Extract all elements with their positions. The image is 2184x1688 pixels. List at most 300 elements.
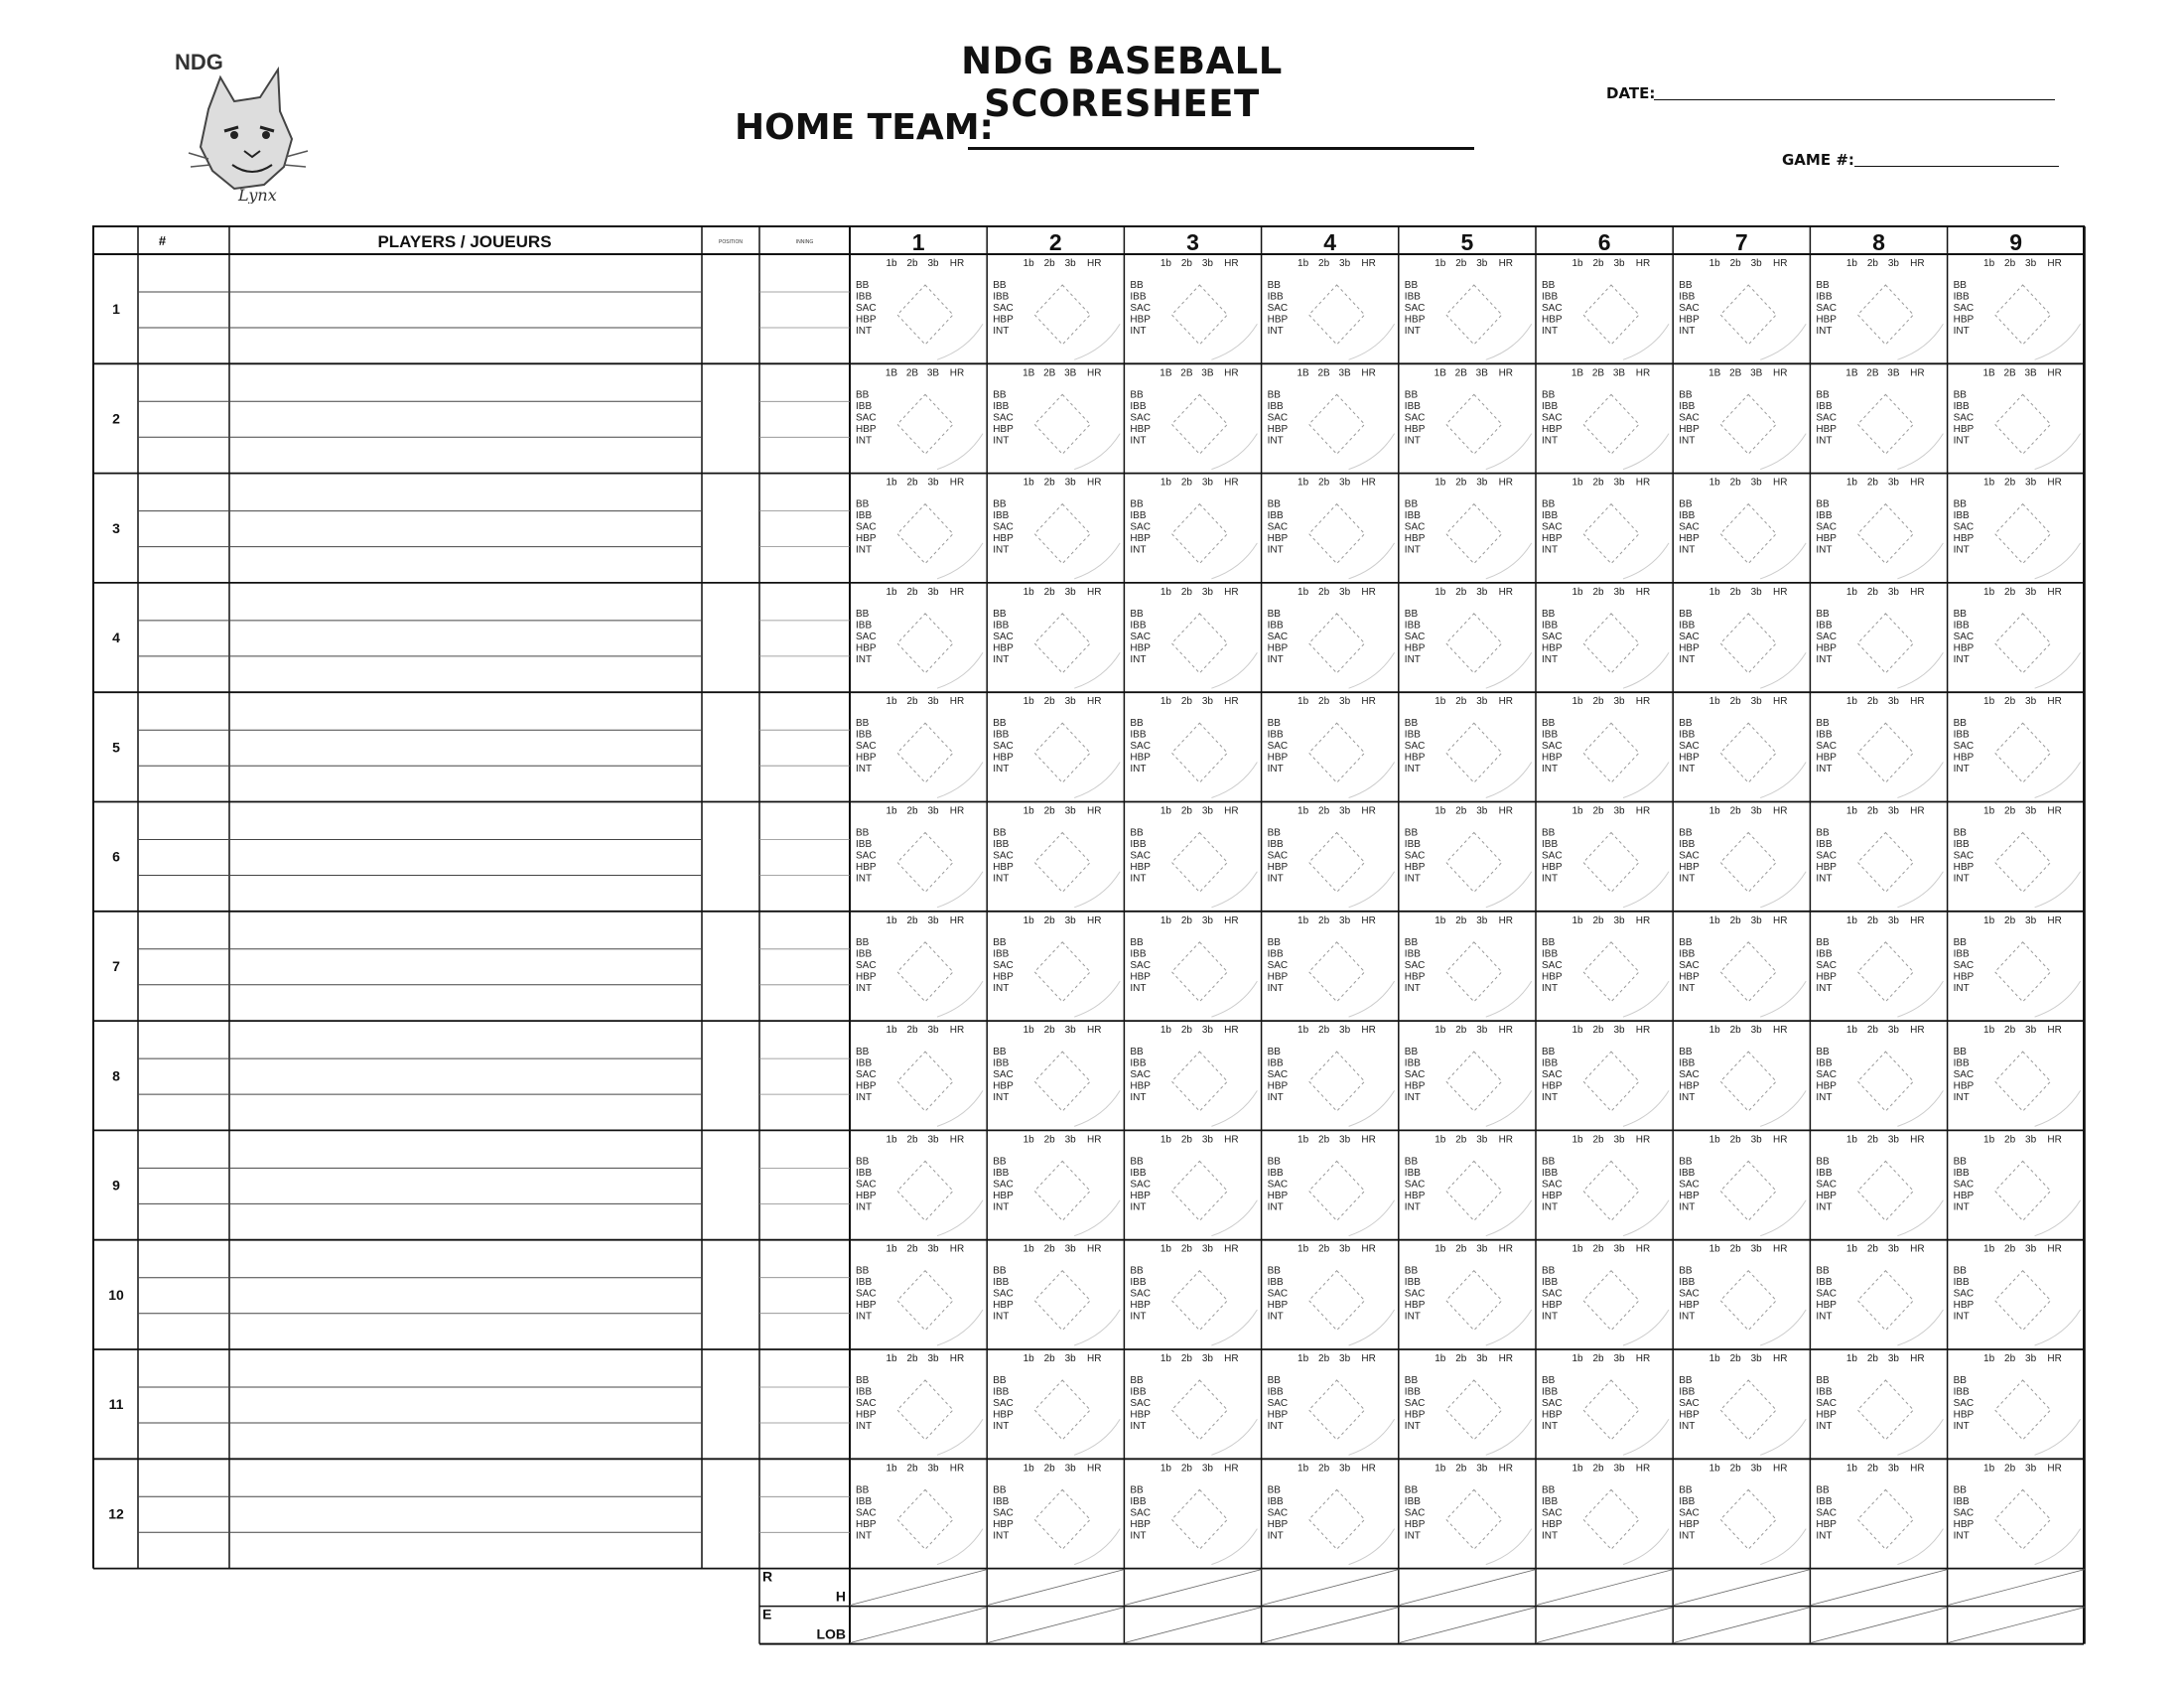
base-diamond[interactable] bbox=[1034, 394, 1090, 454]
base-diamond[interactable] bbox=[1720, 394, 1776, 454]
hit-label-1b: 1B bbox=[885, 367, 898, 379]
out-arc bbox=[1211, 763, 1257, 798]
hit-label-3b: 3b bbox=[1613, 696, 1625, 708]
outcome-label-sac: SAC bbox=[1679, 631, 1700, 642]
inning-header-8: 8 bbox=[1872, 229, 1885, 255]
base-diamond[interactable] bbox=[1995, 504, 2051, 564]
base-diamond[interactable] bbox=[1583, 614, 1639, 673]
outcome-label-ibb: IBB bbox=[993, 1057, 1010, 1069]
runs-hits-slash[interactable] bbox=[1262, 1570, 1399, 1606]
base-diamond[interactable] bbox=[1857, 723, 1913, 782]
hit-label-1b: 1b bbox=[1571, 586, 1583, 598]
outcome-label-int: INT bbox=[1679, 764, 1696, 775]
outcome-label-int: INT bbox=[1404, 326, 1421, 337]
outcome-label-ibb: IBB bbox=[1953, 510, 1970, 522]
errors-lob-slash[interactable] bbox=[1673, 1608, 1810, 1643]
base-diamond[interactable] bbox=[1995, 1271, 2051, 1331]
base-diamond[interactable] bbox=[1446, 1161, 1502, 1220]
base-diamond[interactable] bbox=[1857, 1489, 1913, 1549]
hit-label-2b: 2b bbox=[1043, 914, 1055, 926]
runs-hits-slash[interactable] bbox=[1948, 1570, 2085, 1606]
outcome-label-hbp: HBP bbox=[856, 642, 877, 654]
base-diamond[interactable] bbox=[1171, 1489, 1227, 1549]
outcome-label-sac: SAC bbox=[1679, 303, 1700, 314]
base-diamond[interactable] bbox=[1034, 285, 1090, 345]
base-diamond[interactable] bbox=[1309, 723, 1365, 782]
hit-label-1b: 1b bbox=[1434, 696, 1446, 708]
base-diamond[interactable] bbox=[1857, 1380, 1913, 1440]
base-diamond[interactable] bbox=[1857, 1271, 1913, 1331]
outcome-label-int: INT bbox=[1816, 1201, 1833, 1213]
base-diamond[interactable] bbox=[1720, 504, 1776, 564]
hit-label-1b: 1b bbox=[1023, 696, 1034, 708]
base-diamond[interactable] bbox=[1995, 942, 2051, 1002]
outcome-label-sac: SAC bbox=[856, 1179, 877, 1191]
base-diamond[interactable] bbox=[1034, 833, 1090, 893]
base-diamond[interactable] bbox=[1446, 1271, 1502, 1331]
hit-label-2b: 2b bbox=[1866, 1353, 1878, 1364]
base-diamond[interactable] bbox=[1857, 833, 1913, 893]
outcome-label-int: INT bbox=[1953, 544, 1970, 556]
page-title: NDG BASEBALL SCORESHEET bbox=[961, 40, 1283, 125]
errors-lob-slash[interactable] bbox=[850, 1608, 987, 1643]
hit-label-2b: 2b bbox=[2004, 914, 2016, 926]
outcome-label-bb: BB bbox=[1542, 1375, 1556, 1386]
hit-label-1b: 1b bbox=[1160, 586, 1171, 598]
out-arc bbox=[1486, 1419, 1532, 1455]
hit-label-1b: 1b bbox=[1160, 696, 1171, 708]
hit-label-3b: 3b bbox=[1887, 1353, 1899, 1364]
outcome-label-sac: SAC bbox=[1953, 1069, 1975, 1081]
hit-label-hr: HR bbox=[1224, 696, 1239, 708]
outcome-label-bb: BB bbox=[1679, 827, 1693, 839]
base-diamond[interactable] bbox=[1857, 285, 1913, 345]
hit-label-3b: 3b bbox=[1201, 1025, 1213, 1037]
outcome-label-ibb: IBB bbox=[856, 1167, 873, 1179]
out-arc bbox=[1211, 872, 1257, 908]
outcome-label-sac: SAC bbox=[1953, 303, 1975, 314]
base-diamond[interactable] bbox=[1583, 1380, 1639, 1440]
runs-hits-slash[interactable] bbox=[1673, 1570, 1810, 1606]
base-diamond[interactable] bbox=[1034, 1271, 1090, 1331]
base-diamond[interactable] bbox=[1446, 1052, 1502, 1111]
base-diamond[interactable] bbox=[1309, 833, 1365, 893]
outcome-label-ibb: IBB bbox=[856, 510, 873, 522]
outcome-label-int: INT bbox=[1679, 326, 1696, 337]
base-diamond[interactable] bbox=[897, 1380, 953, 1440]
base-diamond[interactable] bbox=[1309, 1271, 1365, 1331]
base-diamond[interactable] bbox=[1995, 1380, 2051, 1440]
base-diamond[interactable] bbox=[897, 1271, 953, 1331]
base-diamond[interactable] bbox=[1720, 723, 1776, 782]
hit-label-1b: 1b bbox=[1297, 477, 1309, 489]
base-diamond[interactable] bbox=[1720, 1161, 1776, 1220]
out-arc bbox=[1897, 1529, 1943, 1565]
base-diamond[interactable] bbox=[1720, 833, 1776, 893]
hit-label-1b: 1b bbox=[1160, 477, 1171, 489]
out-arc bbox=[1349, 434, 1395, 470]
outcome-label-hbp: HBP bbox=[993, 862, 1014, 873]
runs-hits-slash[interactable] bbox=[1124, 1570, 1261, 1606]
base-diamond[interactable] bbox=[1583, 504, 1639, 564]
base-diamond[interactable] bbox=[1857, 614, 1913, 673]
outcome-label-hbp: HBP bbox=[1679, 971, 1700, 983]
base-diamond[interactable] bbox=[1446, 394, 1502, 454]
outcome-label-hbp: HBP bbox=[1953, 1300, 1975, 1312]
base-diamond[interactable] bbox=[1995, 614, 2051, 673]
errors-lob-slash[interactable] bbox=[1810, 1608, 1947, 1643]
hit-label-3b: 3B bbox=[926, 367, 940, 379]
hit-label-3b: 3b bbox=[1201, 1353, 1213, 1364]
outcome-label-int: INT bbox=[856, 1421, 873, 1432]
base-diamond[interactable] bbox=[1857, 394, 1913, 454]
hit-label-hr: HR bbox=[1361, 914, 1376, 926]
base-diamond[interactable] bbox=[1309, 394, 1365, 454]
outcome-label-int: INT bbox=[993, 982, 1010, 994]
hit-label-2b: 2b bbox=[1592, 696, 1604, 708]
base-diamond[interactable] bbox=[1446, 285, 1502, 345]
hit-label-3b: 3b bbox=[1064, 586, 1076, 598]
errors-lob-slash[interactable] bbox=[987, 1608, 1124, 1643]
hit-label-1b: 1b bbox=[1845, 1025, 1857, 1037]
outcome-label-ibb: IBB bbox=[993, 1495, 1010, 1507]
hit-label-1b: 1b bbox=[1434, 1025, 1446, 1037]
hit-label-hr: HR bbox=[1361, 805, 1376, 817]
outcome-label-sac: SAC bbox=[1542, 1288, 1563, 1300]
base-diamond[interactable] bbox=[1309, 1380, 1365, 1440]
outcome-label-ibb: IBB bbox=[1404, 291, 1421, 303]
hit-label-hr: HR bbox=[1086, 258, 1102, 269]
base-diamond[interactable] bbox=[1583, 1489, 1639, 1549]
base-diamond[interactable] bbox=[897, 394, 953, 454]
hit-label-2b: 2b bbox=[1318, 1134, 1330, 1146]
runs-hits-slash[interactable] bbox=[1810, 1570, 1947, 1606]
hit-label-2b: 2b bbox=[1729, 914, 1741, 926]
outcome-label-bb: BB bbox=[1404, 1484, 1419, 1496]
out-arc bbox=[1349, 763, 1395, 798]
outcome-label-ibb: IBB bbox=[1953, 400, 1970, 412]
base-diamond[interactable] bbox=[1446, 614, 1502, 673]
base-diamond[interactable] bbox=[1720, 1271, 1776, 1331]
base-diamond[interactable] bbox=[1995, 1489, 2051, 1549]
hit-label-2b: 2b bbox=[1455, 696, 1467, 708]
base-diamond[interactable] bbox=[1995, 1052, 2051, 1111]
hit-label-1b: 1b bbox=[1983, 1243, 1995, 1255]
hit-label-3b: 3b bbox=[1339, 586, 1351, 598]
base-diamond[interactable] bbox=[1720, 614, 1776, 673]
out-arc bbox=[1074, 434, 1120, 470]
outcome-label-hbp: HBP bbox=[1542, 423, 1563, 435]
outcome-label-int: INT bbox=[993, 1201, 1010, 1213]
outcome-label-hbp: HBP bbox=[856, 1518, 877, 1530]
outcome-label-sac: SAC bbox=[1130, 1398, 1151, 1409]
errors-lob-slash[interactable] bbox=[1948, 1608, 2085, 1643]
outcome-label-hbp: HBP bbox=[1267, 1190, 1289, 1201]
outcome-label-ibb: IBB bbox=[1816, 1386, 1833, 1398]
hit-label-3b: 3b bbox=[1339, 1134, 1351, 1146]
outcome-label-bb: BB bbox=[1679, 1156, 1693, 1168]
base-diamond[interactable] bbox=[1446, 1489, 1502, 1549]
out-arc bbox=[1623, 1090, 1669, 1126]
outcome-label-hbp: HBP bbox=[1542, 1518, 1563, 1530]
base-diamond[interactable] bbox=[1034, 723, 1090, 782]
base-diamond[interactable] bbox=[1857, 504, 1913, 564]
hit-label-2b: 2b bbox=[1043, 1243, 1055, 1255]
base-diamond[interactable] bbox=[1309, 504, 1365, 564]
outcome-label-sac: SAC bbox=[1267, 741, 1289, 753]
base-diamond[interactable] bbox=[897, 942, 953, 1002]
runs-hits-slash[interactable] bbox=[987, 1570, 1124, 1606]
hit-label-hr: HR bbox=[1086, 1243, 1102, 1255]
base-diamond[interactable] bbox=[1309, 285, 1365, 345]
hit-label-2b: 2b bbox=[1866, 914, 1878, 926]
base-diamond[interactable] bbox=[1583, 1161, 1639, 1220]
outcome-label-ibb: IBB bbox=[1542, 510, 1559, 522]
base-diamond[interactable] bbox=[1995, 1161, 2051, 1220]
hit-label-2b: 2b bbox=[1180, 477, 1192, 489]
out-arc bbox=[1760, 872, 1806, 908]
hit-label-2b: 2b bbox=[1180, 258, 1192, 269]
outcome-label-hbp: HBP bbox=[856, 423, 877, 435]
outcome-label-bb: BB bbox=[1953, 1375, 1967, 1386]
base-diamond[interactable] bbox=[1034, 614, 1090, 673]
base-diamond[interactable] bbox=[1171, 614, 1227, 673]
out-arc bbox=[937, 434, 983, 470]
outcome-label-hbp: HBP bbox=[1816, 752, 1837, 764]
base-diamond[interactable] bbox=[1446, 723, 1502, 782]
hit-label-hr: HR bbox=[949, 1353, 965, 1364]
base-diamond[interactable] bbox=[1720, 1380, 1776, 1440]
hit-label-3b: 3b bbox=[1476, 914, 1488, 926]
base-diamond[interactable] bbox=[1583, 833, 1639, 893]
outcome-label-int: INT bbox=[1816, 1421, 1833, 1432]
outcome-label-hbp: HBP bbox=[1542, 1409, 1563, 1421]
base-diamond[interactable] bbox=[1309, 1052, 1365, 1111]
base-diamond[interactable] bbox=[1171, 1380, 1227, 1440]
base-diamond[interactable] bbox=[1034, 1489, 1090, 1549]
base-diamond[interactable] bbox=[897, 833, 953, 893]
hit-label-3b: 3b bbox=[1201, 1463, 1213, 1475]
out-arc bbox=[1623, 1419, 1669, 1455]
base-diamond[interactable] bbox=[1446, 1380, 1502, 1440]
base-diamond[interactable] bbox=[1720, 1489, 1776, 1549]
base-diamond[interactable] bbox=[897, 1489, 953, 1549]
runs-hits-slash[interactable] bbox=[1536, 1570, 1673, 1606]
outcome-label-ibb: IBB bbox=[1404, 1386, 1421, 1398]
outcome-label-int: INT bbox=[1679, 1421, 1696, 1432]
out-arc bbox=[1760, 543, 1806, 579]
base-diamond[interactable] bbox=[1583, 1052, 1639, 1111]
outcome-label-sac: SAC bbox=[1816, 521, 1837, 533]
base-diamond[interactable] bbox=[1583, 1271, 1639, 1331]
base-diamond[interactable] bbox=[1171, 1161, 1227, 1220]
base-diamond[interactable] bbox=[1446, 504, 1502, 564]
base-diamond[interactable] bbox=[897, 614, 953, 673]
hit-label-hr: HR bbox=[1224, 805, 1239, 817]
out-arc bbox=[2035, 1090, 2081, 1126]
hit-label-1b: 1b bbox=[1434, 586, 1446, 598]
hit-label-1b: 1b bbox=[1983, 477, 1995, 489]
base-diamond[interactable] bbox=[1034, 1380, 1090, 1440]
hit-label-2b: 2b bbox=[1729, 1134, 1741, 1146]
out-arc bbox=[1623, 981, 1669, 1017]
hit-label-hr: HR bbox=[1910, 1134, 1925, 1146]
base-diamond[interactable] bbox=[1034, 1052, 1090, 1111]
hit-label-3b: 3b bbox=[1064, 1353, 1076, 1364]
hit-label-1b: 1b bbox=[886, 586, 897, 598]
base-diamond[interactable] bbox=[1995, 833, 2051, 893]
hit-label-3b: 3b bbox=[1613, 914, 1625, 926]
base-diamond[interactable] bbox=[1583, 285, 1639, 345]
hit-label-hr: HR bbox=[1910, 1463, 1925, 1475]
outcome-label-int: INT bbox=[1130, 326, 1147, 337]
hit-label-1b: 1b bbox=[1708, 1243, 1720, 1255]
base-diamond[interactable] bbox=[897, 285, 953, 345]
outcome-label-int: INT bbox=[1404, 653, 1421, 665]
base-diamond[interactable] bbox=[1171, 394, 1227, 454]
hit-label-1b: 1b bbox=[886, 477, 897, 489]
out-arc bbox=[1211, 1310, 1257, 1345]
errors-lob-slash[interactable] bbox=[1536, 1608, 1673, 1643]
outcome-label-sac: SAC bbox=[1679, 1288, 1700, 1300]
base-diamond[interactable] bbox=[897, 1161, 953, 1220]
base-diamond[interactable] bbox=[1857, 1161, 1913, 1220]
base-diamond[interactable] bbox=[1171, 1271, 1227, 1331]
errors-lob-slash[interactable] bbox=[1124, 1608, 1261, 1643]
base-diamond[interactable] bbox=[897, 504, 953, 564]
outcome-label-ibb: IBB bbox=[1267, 400, 1284, 412]
base-diamond[interactable] bbox=[1446, 833, 1502, 893]
hit-label-2b: 2B bbox=[1454, 367, 1467, 379]
base-diamond[interactable] bbox=[1446, 942, 1502, 1002]
base-diamond[interactable] bbox=[1720, 285, 1776, 345]
base-diamond[interactable] bbox=[897, 1052, 953, 1111]
hit-label-hr: HR bbox=[949, 258, 965, 269]
hit-label-hr: HR bbox=[1772, 696, 1788, 708]
hit-label-2b: 2b bbox=[906, 586, 918, 598]
base-diamond[interactable] bbox=[1171, 833, 1227, 893]
base-diamond[interactable] bbox=[1034, 1161, 1090, 1220]
base-diamond[interactable] bbox=[1720, 1052, 1776, 1111]
base-diamond[interactable] bbox=[1034, 942, 1090, 1002]
outcome-label-bb: BB bbox=[1267, 718, 1281, 730]
outcome-label-bb: BB bbox=[1953, 1156, 1967, 1168]
hit-label-2b: 2b bbox=[1592, 805, 1604, 817]
hit-label-2b: 2b bbox=[1180, 1463, 1192, 1475]
outcome-label-int: INT bbox=[1267, 764, 1284, 775]
hit-label-2b: 2b bbox=[1043, 1353, 1055, 1364]
base-diamond[interactable] bbox=[1583, 723, 1639, 782]
errors-lob-slash[interactable] bbox=[1399, 1608, 1536, 1643]
base-diamond[interactable] bbox=[1171, 285, 1227, 345]
base-diamond[interactable] bbox=[1995, 394, 2051, 454]
base-diamond[interactable] bbox=[1583, 942, 1639, 1002]
out-arc bbox=[1074, 1090, 1120, 1126]
runs-hits-slash[interactable] bbox=[850, 1570, 987, 1606]
outcome-label-hbp: HBP bbox=[1267, 1518, 1289, 1530]
base-diamond[interactable] bbox=[1171, 504, 1227, 564]
hit-label-hr: HR bbox=[1086, 477, 1102, 489]
date-label: DATE: bbox=[1606, 84, 1656, 102]
inning-column-header: INNING bbox=[795, 239, 814, 245]
outcome-label-int: INT bbox=[1953, 764, 1970, 775]
hit-label-3b: 3b bbox=[1064, 696, 1076, 708]
outcome-label-bb: BB bbox=[1816, 1047, 1830, 1058]
hit-label-hr: HR bbox=[1635, 1025, 1651, 1037]
hit-label-2b: 2b bbox=[1318, 914, 1330, 926]
base-diamond[interactable] bbox=[1171, 942, 1227, 1002]
base-diamond[interactable] bbox=[1720, 942, 1776, 1002]
out-arc bbox=[1760, 434, 1806, 470]
hit-label-hr: HR bbox=[949, 805, 965, 817]
base-diamond[interactable] bbox=[1995, 285, 2051, 345]
out-arc bbox=[2035, 543, 2081, 579]
errors-lob-slash[interactable] bbox=[1262, 1608, 1399, 1643]
outcome-label-hbp: HBP bbox=[1404, 862, 1426, 873]
base-diamond[interactable] bbox=[1309, 1161, 1365, 1220]
base-diamond[interactable] bbox=[1857, 1052, 1913, 1111]
base-diamond[interactable] bbox=[1583, 394, 1639, 454]
base-diamond[interactable] bbox=[1309, 942, 1365, 1002]
outcome-label-hbp: HBP bbox=[993, 1300, 1014, 1312]
outcome-label-hbp: HBP bbox=[1404, 1080, 1426, 1092]
hit-label-3b: 3b bbox=[1613, 258, 1625, 269]
outcome-label-bb: BB bbox=[1953, 1047, 1967, 1058]
hit-label-hr: HR bbox=[1635, 805, 1651, 817]
outcome-label-hbp: HBP bbox=[1679, 1518, 1700, 1530]
hit-label-2b: 2b bbox=[2004, 258, 2016, 269]
hit-label-1b: 1b bbox=[886, 914, 897, 926]
hit-label-3b: 3b bbox=[1887, 477, 1899, 489]
outcome-label-int: INT bbox=[1816, 326, 1833, 337]
outcome-label-ibb: IBB bbox=[1542, 1057, 1559, 1069]
base-diamond[interactable] bbox=[1309, 614, 1365, 673]
base-diamond[interactable] bbox=[1309, 1489, 1365, 1549]
out-arc bbox=[1211, 981, 1257, 1017]
base-diamond[interactable] bbox=[1171, 723, 1227, 782]
runs-hits-slash[interactable] bbox=[1399, 1570, 1536, 1606]
hit-label-2b: 2b bbox=[906, 1025, 918, 1037]
out-arc bbox=[1211, 434, 1257, 470]
base-diamond[interactable] bbox=[897, 723, 953, 782]
outcome-label-sac: SAC bbox=[1679, 959, 1700, 971]
base-diamond[interactable] bbox=[1857, 942, 1913, 1002]
outcome-label-hbp: HBP bbox=[1130, 1518, 1151, 1530]
outcome-label-hbp: HBP bbox=[1679, 1300, 1700, 1312]
base-diamond[interactable] bbox=[1995, 723, 2051, 782]
outcome-label-hbp: HBP bbox=[1542, 1300, 1563, 1312]
hit-label-3b: 3B bbox=[1750, 367, 1763, 379]
outcome-label-sac: SAC bbox=[1816, 1069, 1837, 1081]
outcome-label-sac: SAC bbox=[1542, 959, 1563, 971]
base-diamond[interactable] bbox=[1171, 1052, 1227, 1111]
outcome-label-sac: SAC bbox=[993, 1507, 1014, 1519]
hit-label-1b: 1b bbox=[1571, 477, 1583, 489]
outcome-label-sac: SAC bbox=[1542, 1179, 1563, 1191]
hit-label-1b: 1b bbox=[1160, 1134, 1171, 1146]
out-arc bbox=[1486, 1310, 1532, 1345]
hit-label-1b: 1b bbox=[1845, 586, 1857, 598]
outcome-label-sac: SAC bbox=[1816, 1179, 1837, 1191]
outcome-label-hbp: HBP bbox=[1816, 1300, 1837, 1312]
outcome-label-sac: SAC bbox=[1130, 741, 1151, 753]
hit-label-hr: HR bbox=[1224, 586, 1239, 598]
outcome-label-bb: BB bbox=[1816, 608, 1830, 620]
base-diamond[interactable] bbox=[1034, 504, 1090, 564]
hit-label-3b: 3b bbox=[2025, 1463, 2037, 1475]
out-arc bbox=[1623, 763, 1669, 798]
outcome-label-sac: SAC bbox=[1953, 1507, 1975, 1519]
